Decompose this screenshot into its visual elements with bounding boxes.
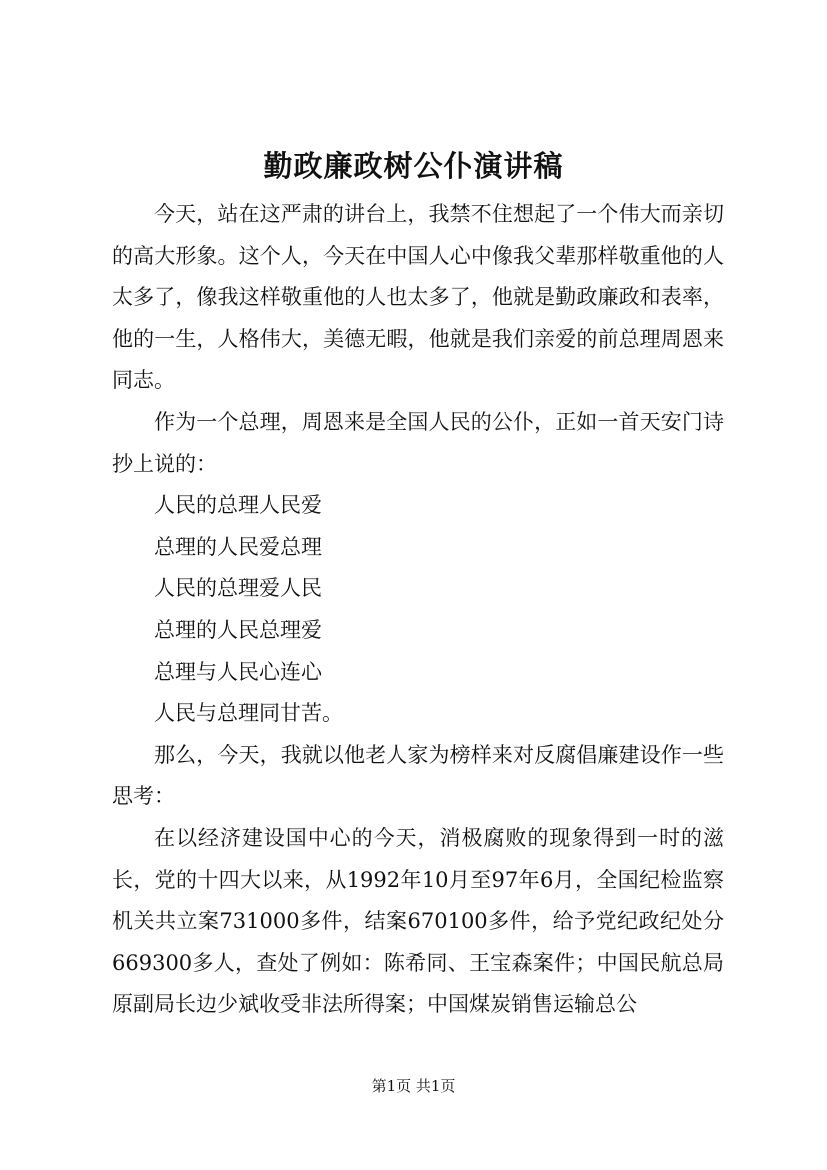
page-title: 勤政廉政树公仆演讲稿 [263,149,564,183]
page-number: 第1页 共1页 [371,1077,456,1095]
verse-line: 总理的人民总理爱 [154,617,322,642]
verse-line: 人民与总理同甘苦。 [154,701,343,726]
paragraph: 在以经济建设国中心的今天，消极腐败的现象得到一时的滋长，党的十四大以来，从1992年10月至97年6月，全国纪检监察机关共立案731000多件，结案670100多件，给予党纪政纪处分669300多人，查处了例如：陈希同、王宝森案件；中国民航总局原副局长边少斌收受非法所得案；中国煤炭销售运输总公 [112,825,724,1017]
verse-line: 总理的人民爱总理 [154,534,322,559]
verse-line: 人民的总理人民爱 [154,493,322,518]
paragraph: 那么，今天，我就以他老人家为榜样来对反腐倡廉建设作一些思考： [112,742,724,809]
verse-line: 人民的总理爱人民 [154,576,322,601]
verse-line: 总理与人民心连心 [154,659,322,684]
document-body [112,194,724,1026]
paragraph: 作为一个总理，周恩来是全国人民的公仆，正如一首天安门诗抄上说的： [112,409,724,476]
paragraph: 今天，站在这严肃的讲台上，我禁不住想起了一个伟大而亲切的高大形象。这个人，今天在中国人心中像我父辈那样敬重他的人太多了，像我这样敬重他的人也太多了，他就是勤政廉政和表率，他的一生，人格伟大，美德无暇，他就是我们亲爱的前总理周恩来同志。 [112,202,724,393]
